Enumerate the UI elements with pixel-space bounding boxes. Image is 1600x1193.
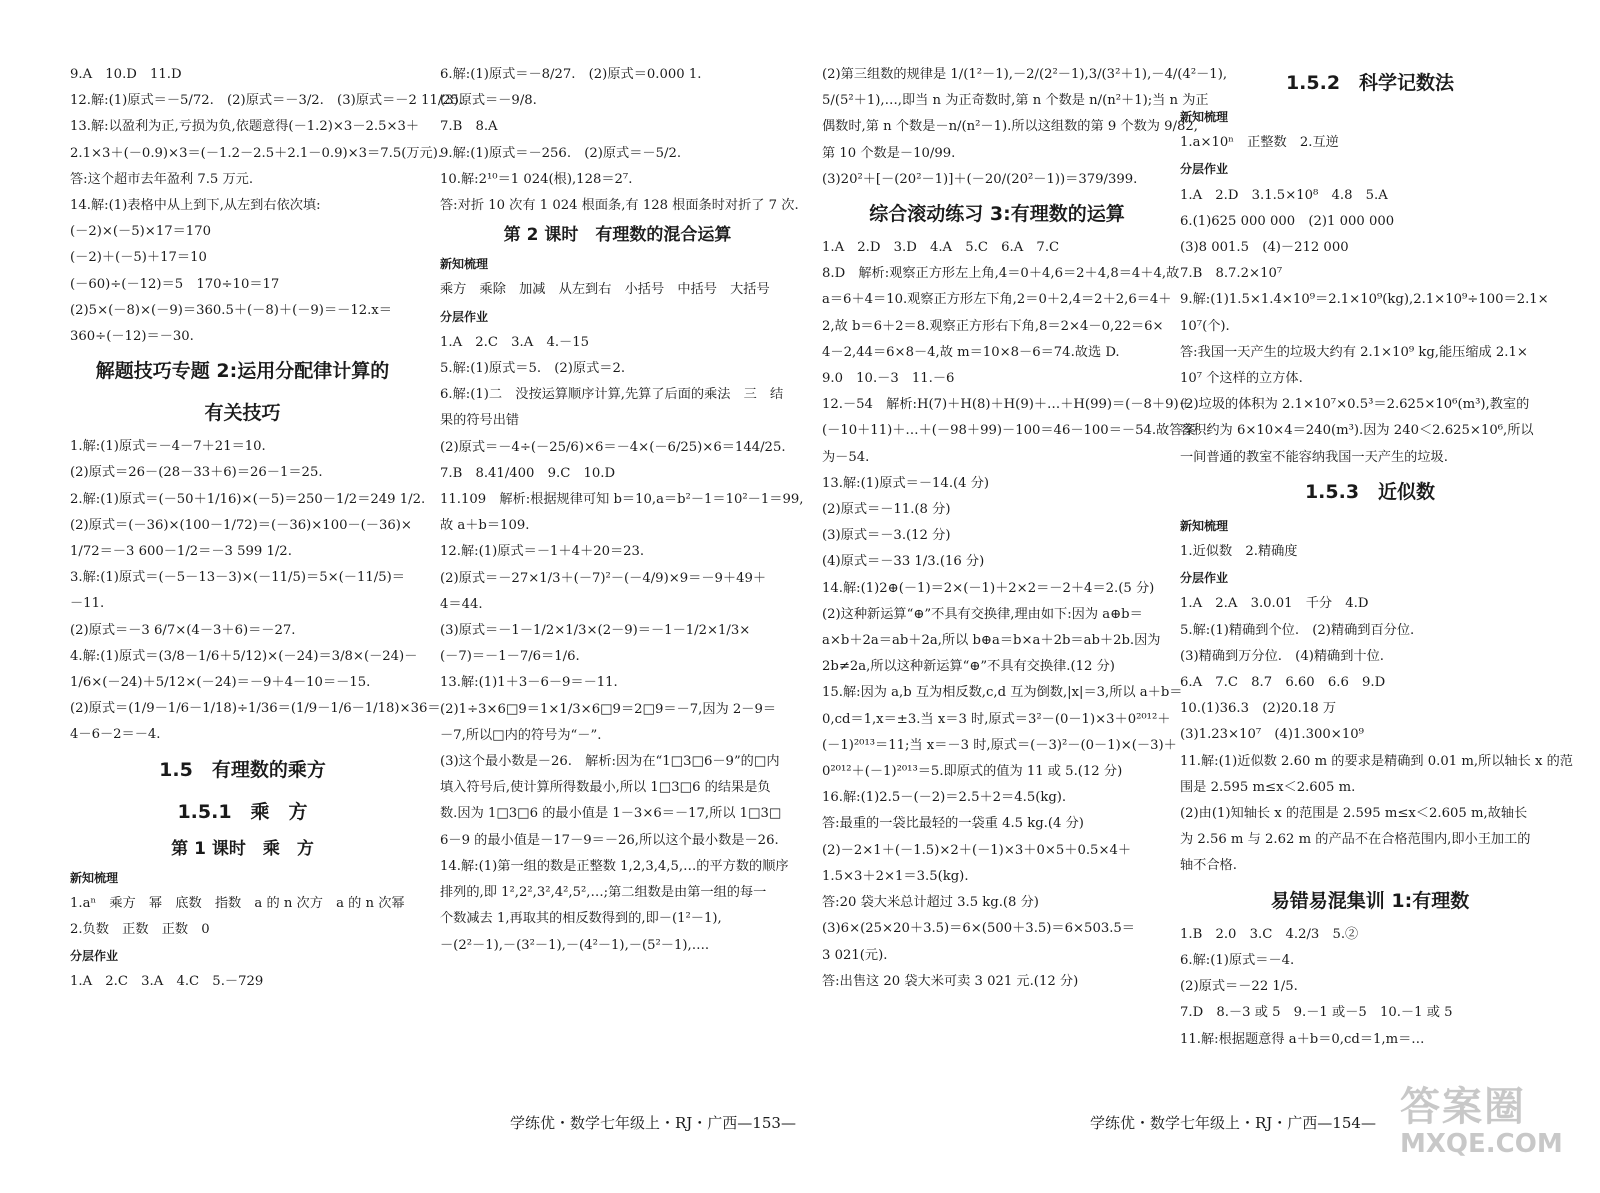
answer-line: 7.D 8.－3 或 5 9.－1 或－5 10.－1 或 5 (1180, 1005, 1453, 1021)
answer-line: 0,cd＝1,x＝±3.当 x＝3 时,原式＝3²－(0－1)×3＋0²⁰¹²＋ (822, 711, 1171, 727)
answer-line: 15.解:因为 a,b 互为相反数,c,d 互为倒数,|x|＝3,所以 a＋b＝ (822, 685, 1183, 701)
answer-line: 2.1×3＋(－0.9)×3＝(－1.2－2.5＋2.1－0.9)×3＝7.5(万元). (70, 145, 443, 161)
answer-line: (2)原式＝－4÷(－25/6)×6＝－4×(－6/25)×6＝144/25. (440, 439, 786, 455)
answer-line: 1.解:(1)原式＝－4－7＋21＝10. (70, 439, 266, 455)
answer-line: 12.解:(1)原式＝－5/72. (2)原式＝－3/2. (3)原式＝－2 11/25. (70, 93, 464, 109)
section-heading: 1.5.2 科学记数法 (1285, 72, 1455, 94)
answer-line: 答:这个超市去年盈利 7.5 万元. (70, 171, 254, 187)
page-footer-left: 学练优・数学七年级上・RJ・广西—153— (510, 1114, 796, 1132)
answer-line: 1.5×3＋2×1＝3.5(kg). (822, 868, 969, 884)
answer-line: 为 2.56 m 与 2.62 m 的产品不在合格范围内,即小王加工的 (1180, 832, 1531, 848)
answer-line: 填入符号后,使计算所得数最小,所以 1□3□6 的结果是负 (440, 780, 771, 796)
watermark-url: MXQE.COM (1400, 1129, 1563, 1159)
answer-line: 1.A 2.C 3.A 4.－15 (440, 334, 589, 350)
answer-line: 12.解:(1)原式＝－1＋4＋20＝23. (440, 544, 645, 560)
answer-line: 2b≠2a,所以这种新运算“⊕”不具有交换律.(12 分) (822, 659, 1115, 675)
answer-line: 7.B 8.7.2×10⁷ (1180, 266, 1283, 282)
answer-line: 10⁷ 个这样的立方体. (1180, 371, 1303, 387)
answer-line: 4－2,44＝6×8－4,故 m＝10×8－6＝74.故选 D. (822, 344, 1120, 360)
answer-line: (2)原式＝－3 6/7×(4－3＋6)＝－27. (70, 622, 296, 638)
answer-line: 容积约为 6×10×4＝240(m³).因为 240＜2.625×10⁶,所以 (1180, 423, 1534, 439)
answer-line: 5.解:(1)精确到个位. (2)精确到百分位. (1180, 622, 1415, 638)
answer-line: 360÷(－12)＝－30. (70, 329, 194, 345)
column-2 (440, 62, 804, 959)
answer-line: 轴不合格. (1180, 858, 1237, 874)
answer-line: 6.解:(1)二 没按运算顺序计算,先算了后面的乘法 三 结 (440, 387, 784, 403)
subsection-label: 新知梳理 (1180, 518, 1229, 533)
answer-line: 6.(1)625 000 000 (2)1 000 000 (1180, 213, 1395, 229)
answer-line: －7,所以□内的符号为“－”. (440, 727, 602, 743)
answer-line: (3)原式＝－9/8. (440, 93, 537, 109)
answer-line: (－60)÷(－12)＝5 170÷10＝17 (70, 276, 280, 292)
answer-line: 1.B 2.0 3.C 4.2/3 5.② (1180, 926, 1359, 942)
answer-line: 数.因为 1□3□6 的最小值是 1－3×6＝－17,所以 1□3□ (440, 806, 782, 822)
answer-line: 乘方 乘除 加减 从左到右 小括号 中括号 大括号 (440, 282, 770, 298)
answer-line: (2)这种新运算“⊕”不具有交换律,理由如下:因为 a⊕b＝ (822, 606, 1143, 622)
answer-line: (3)原式＝－3.(12 分) (822, 528, 951, 544)
answer-line: (－10＋11)＋…＋(－98＋99)－100＝46－100＝－54.故答案 (822, 423, 1196, 439)
answer-line: (3)1.23×10⁷ (4)1.300×10⁹ (1180, 727, 1364, 743)
answer-line: 答:我国一天产生的垃圾大约有 2.1×10⁹ kg,能压缩成 2.1× (1180, 344, 1528, 360)
answer-line: 偶数时,第 n 个数是－n/(n²－1).所以这组数的第 9 个数为 9/82, (822, 119, 1198, 135)
answer-line: (2)原式＝－11.(8 分) (822, 502, 951, 518)
answer-line: 3.解:(1)原式＝(－5－13－3)×(－11/5)＝5×(－11/5)＝ (70, 570, 405, 586)
answer-line: 12.－54 解析:H(7)＋H(8)＋H(9)＋…＋H(99)＝(－8＋9)＋ (822, 397, 1192, 413)
subsection-label: 分层作业 (1180, 162, 1229, 177)
answer-line: 4.解:(1)原式＝(3/8－1/6＋5/12)×(－24)＝3/8×(－24)－ (70, 648, 418, 664)
answer-line: 11.109 解析:根据规律可知 b＝10,a＝b²－1＝10²－1＝99, (440, 492, 804, 508)
answer-line: 1/72＝－3 600－1/2＝－3 599 1/2. (70, 544, 292, 560)
section-heading: 1.5 有理数的乘方 (159, 758, 326, 781)
answer-line: 6.解:(1)原式＝－4. (1180, 952, 1295, 968)
answer-line: 1.近似数 2.精确度 (1180, 544, 1298, 560)
answer-line: 0²⁰¹²＋(－1)²⁰¹³＝5.即原式的值为 11 或 5.(12 分) (822, 764, 1123, 780)
answer-line: 1.A 2.A 3.0.01 千分 4.D (1180, 596, 1369, 612)
answer-line: 7.B 8.41/400 9.C 10.D (440, 465, 616, 481)
answer-line: (2)原式＝26－(28－33＋6)＝26－1＝25. (70, 465, 323, 481)
answer-line: a×b＋2a＝ab＋2a,所以 b⊕a＝b×a＋2b＝ab＋2b.因为 (822, 633, 1161, 649)
answer-line: 9.A 10.D 11.D (70, 67, 182, 82)
answer-line: 16.解:(1)2.5－(－2)＝2.5＋2＝4.5(kg). (822, 790, 1067, 806)
answer-line: 一间普通的教室不能容纳我国一天产生的垃圾. (1180, 449, 1448, 465)
answer-line: 6.A 7.C 8.7 6.60 6.6 9.D (1180, 675, 1386, 691)
answer-line: 9.0 10.－3 11.－6 (822, 371, 955, 387)
section-heading: 综合滚动练习 3:有理数的运算 (869, 203, 1125, 226)
answer-line: 1.A 2.D 3.1.5×10⁸ 4.8 5.A (1180, 187, 1388, 203)
answer-line: 答:最重的一袋比最轻的一袋重 4.5 kg.(4 分) (822, 816, 1084, 832)
answer-line: 5.解:(1)原式＝5. (2)原式＝2. (440, 361, 626, 377)
answer-line: (3)精确到万分位. (4)精确到十位. (1180, 648, 1384, 664)
answer-line: (2)由(1)知轴长 x 的范围是 2.595 m≤x＜2.605 m,故轴长 (1180, 806, 1528, 822)
answer-line: 1/6×(－24)＋5/12×(－24)＝－9＋4－10＝－15. (70, 675, 371, 691)
answer-line: 14.解:(1)2⊕(－1)＝2×(－1)＋2×2＝－2＋4＝2.(5 分) (822, 580, 1155, 596)
subsection-label: 新知梳理 (1180, 110, 1229, 124)
answer-line: 为－54. (822, 449, 870, 465)
section-heading: 第 2 课时 有理数的混合运算 (503, 225, 732, 246)
answer-line: 3 021(元). (822, 947, 888, 963)
answer-line: 8.D 解析:观察正方形左上角,4＝0＋4,6＝2＋4,8＝4＋4,故 (822, 266, 1180, 282)
section-heading: 易错易混集训 1:有理数 (1270, 889, 1470, 912)
answer-line: 13.解:(1)原式＝－14.(4 分) (822, 475, 990, 491)
answer-line: 故 a＋b＝109. (440, 518, 530, 534)
answer-line: 6－9 的最小值是－17－9＝－26,所以这个最小数是－26. (440, 832, 779, 848)
answer-line: 9.解:(1)原式＝－256. (2)原式＝－5/2. (440, 145, 682, 161)
subsection-label: 分层作业 (1180, 571, 1229, 586)
answer-line: 13.解:以盈利为正,亏损为负,依题意得(－1.2)×3－2.5×3＋ (70, 119, 420, 135)
watermark-logo (1400, 1085, 1563, 1159)
answer-line: 4＝44. (440, 596, 483, 612)
subsection-label: 新知梳理 (440, 257, 489, 272)
answer-line: －(2²－1),－(3²－1),－(4²－1),－(5²－1),…. (440, 937, 710, 953)
answer-line: (－2)＋(－5)＋17＝10 (70, 250, 207, 266)
section-heading: 解题技巧专题 2:运用分配律计算的 (95, 360, 390, 383)
page-footer-right: 学练优・数学七年级上・RJ・广西—154— (1090, 1114, 1376, 1132)
answer-line: a＝6＋4＝10.观察正方形左下角,2＝0＋2,4＝2＋2,6＝4＋ (822, 292, 1172, 308)
answer-line: －11. (70, 596, 105, 612)
answer-line: 5/(5²＋1),…,即当 n 为正奇数时,第 n 个数是 n/(n²＋1);当 n 为正 (822, 93, 1209, 109)
section-heading: 1.5.3 近似数 (1304, 480, 1436, 503)
answer-line: (－2)×(－5)×17＝170 (70, 224, 211, 240)
answer-line: 1.aⁿ 乘方 幂 底数 指数 a 的 n 次方 a 的 n 次幂 (70, 895, 405, 911)
answer-line: 1.A 2.C 3.A 4.C 5.－729 (70, 974, 264, 990)
answer-line: (2)原式＝－27×1/3＋(－7)²－(－4/9)×9＝－9＋49＋ (440, 570, 767, 586)
answer-line: 答:出售这 20 袋大米可卖 3 021 元.(12 分) (822, 973, 1079, 989)
answer-line: 答:对折 10 次有 1 024 根面条,有 128 根面条时对折了 7 次. (440, 198, 799, 214)
answer-line: (－7)＝－1－7/6＝1/6. (440, 649, 580, 665)
answer-line: 1.A 2.D 3.D 4.A 5.C 6.A 7.C (822, 240, 1060, 256)
answer-line: (3)6×(25×20＋3.5)＝6×(500＋3.5)＝6×503.5＝ (822, 921, 1135, 937)
answer-line: 14.解:(1)表格中从上到下,从左到右依次填: (70, 198, 321, 214)
answer-line: (2)原式＝(－36)×(100－1/72)＝(－36)×100－(－36)× (70, 517, 412, 533)
answer-line: (4)原式＝－33 1/3.(16 分) (822, 554, 985, 570)
section-heading: 第 1 课时 乘 方 (171, 838, 314, 859)
subsection-label: 新知梳理 (70, 870, 119, 885)
answer-line: 围是 2.595 m≤x＜2.605 m. (1180, 779, 1356, 795)
answer-line: 7.B 8.A (440, 119, 498, 135)
answer-line: 10⁷(个). (1180, 318, 1230, 334)
answer-line: 9.解:(1)1.5×1.4×10⁹＝2.1×10⁹(kg),2.1×10⁹÷100＝2.1× (1180, 292, 1549, 308)
watermark-text: 答案圈 (1400, 1084, 1526, 1130)
answer-line: 4－6－2＝－4. (70, 727, 161, 743)
answer-line: (2)原式＝－22 1/5. (1180, 979, 1298, 995)
answer-line: 10.(1)36.3 (2)20.18 万 (1180, 701, 1337, 717)
answer-line: (2)5×(－8)×(－9)＝360.5＋(－8)＋(－9)＝－12.x＝ (70, 302, 392, 318)
answer-line: 果的符号出错 (440, 413, 520, 429)
answer-line: 13.解:(1)1＋3－6－9＝－11. (440, 675, 618, 691)
section-heading: 有关技巧 (204, 402, 281, 425)
answer-line: 11.解:(1)近似数 2.60 m 的要求是精确到 0.01 m,所以轴长 x 的范 (1180, 753, 1573, 769)
answer-line: 10.解:2¹⁰＝1 024(根),128＝2⁷. (440, 171, 633, 187)
section-heading: 1.5.1 乘 方 (177, 800, 308, 823)
answer-line: (－1)²⁰¹³＝11;当 x＝－3 时,原式＝(－3)²－(0－1)×(－3)＋ (822, 737, 1177, 753)
answer-line: 11.解:根据题意得 a＋b＝0,cd＝1,m＝… (1180, 1031, 1425, 1047)
answer-line: 2,故 b＝6＋2＝8.观察正方形右下角,8＝2×4－0,22＝6× (822, 318, 1164, 334)
subsection-label: 分层作业 (70, 949, 119, 964)
answer-line: (2)垃圾的体积为 2.1×10⁷×0.5³＝2.625×10⁶(m³),教室的 (1180, 397, 1530, 413)
column-4 (1180, 62, 1573, 1053)
answer-line: (3)8 001.5 (4)－212 000 (1180, 240, 1349, 256)
answer-line: (2)－2×1＋(－1.5)×2＋(－1)×3＋0×5＋0.5×4＋ (822, 842, 1132, 858)
answer-line: 答:20 袋大米总计超过 3.5 kg.(8 分) (822, 895, 1039, 911)
answer-line: (3)这个最小数是－26. 解析:因为在“1□3□6－9”的□内 (440, 754, 780, 770)
subsection-label: 分层作业 (440, 309, 489, 324)
answer-line: (2)1÷3×6□9＝1×1/3×6□9＝2□9＝－7,因为 2－9＝ (440, 701, 777, 717)
answer-line: 2.解:(1)原式＝(－50＋1/16)×(－5)＝250－1/2＝249 1/2. (70, 491, 426, 507)
answer-line: 14.解:(1)第一组的数是正整数 1,2,3,4,5,…的平方数的顺序 (440, 858, 789, 874)
answer-line: 排列的,即 1²,2²,3²,4²,5²,…;第二组数是由第一组的每一 (440, 885, 767, 901)
answer-line: 第 10 个数是－10/99. (822, 145, 956, 161)
answer-line: 1.a×10ⁿ 正整数 2.互逆 (1180, 135, 1339, 151)
answer-line: (2)原式＝(1/9－1/6－1/18)÷1/36＝(1/9－1/6－1/18)×36＝ (70, 701, 441, 717)
answer-line: 6.解:(1)原式＝－8/27. (2)原式＝0.000 1. (440, 67, 702, 82)
answer-line: 2.负数 正数 正数 0 (70, 922, 210, 938)
answer-line: (3)20²＋[－(20²－1)]＋(－20/(20²－1))＝379/399. (822, 171, 1138, 187)
answer-line: (2)第三组数的规律是 1/(1²－1),－2/(2²－1),3/(3²＋1),－4/(4²－1), (822, 67, 1228, 82)
answer-line: (3)原式＝－1－1/2×1/3×(2－9)＝－1－1/2×1/3× (440, 623, 751, 639)
answer-line: 个数减去 1,再取其的相反数得到的,即－(1²－1), (440, 911, 722, 927)
